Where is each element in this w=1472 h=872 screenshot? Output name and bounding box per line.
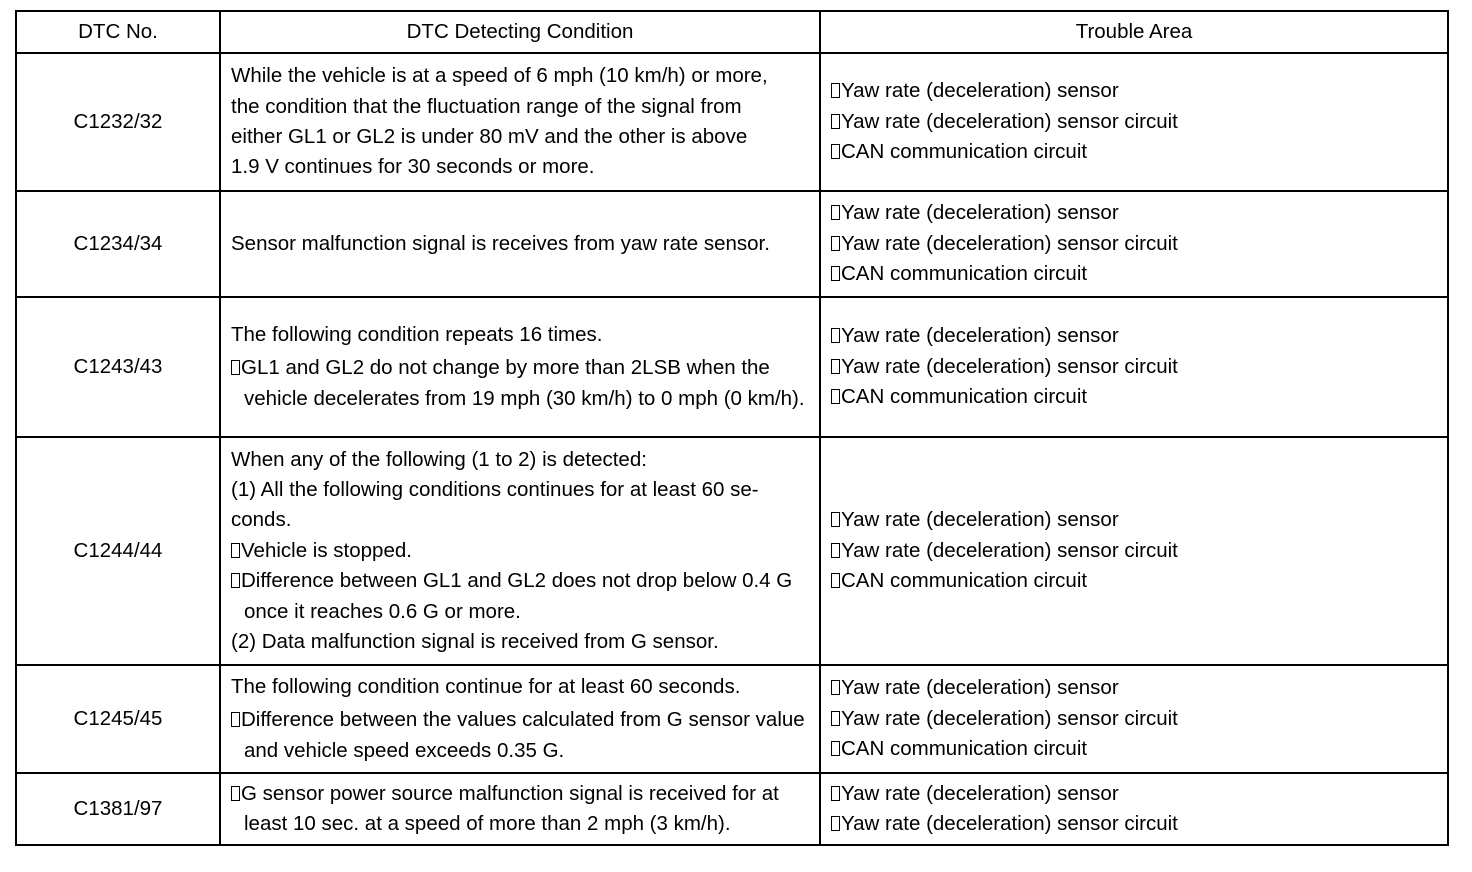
condition-line: Sensor malfunction signal is receives from yaw rate sensor.: [231, 231, 770, 255]
trouble-area-item: Yaw rate (deceleration) sensor circuit: [841, 538, 1178, 562]
checkbox-icon: [831, 328, 840, 343]
table-row: [16, 53, 1448, 191]
checkbox-icon: [831, 816, 840, 831]
trouble-area-item: CAN communication circuit: [841, 140, 1088, 164]
trouble-area-item: Yaw rate (deceleration) sensor: [841, 508, 1119, 532]
checkbox-icon: [831, 573, 840, 588]
condition-bullet: Difference between the values calculated from G sensor value and vehicle speed exceeds 0.35 G.: [241, 708, 805, 762]
condition-bullet: GL1 and GL2 do not change by more than 2LSB when the vehicle decelerates from 19 mph (30 km/h) to 0 mph (0 km/h).: [241, 356, 805, 410]
header-dtc-no: DTC No.: [16, 11, 220, 53]
condition-line: either GL1 or GL2 is under 80 mV and the other is above: [231, 125, 748, 148]
checkbox-icon: [831, 543, 840, 558]
header-row: [16, 11, 1448, 53]
condition-bullet: G sensor power source malfunction signal is received for at least 10 sec. at a speed of more than 2 mph (3 km/h).: [241, 781, 779, 835]
checkbox-icon: [831, 512, 840, 527]
table-row: [16, 773, 1448, 845]
dtc-code: C1243/43: [16, 297, 220, 437]
detecting-condition: [220, 53, 820, 191]
detecting-condition: [220, 191, 820, 297]
condition-intro: The following condition continue for at least 60 seconds.: [231, 674, 741, 698]
checkbox-icon: [831, 236, 840, 251]
detecting-condition: [220, 665, 820, 773]
condition-line: 1.9 V continues for 30 seconds or more.: [231, 155, 595, 179]
checkbox-icon: [831, 205, 840, 220]
table-row: [16, 665, 1448, 773]
trouble-area: [820, 191, 1448, 297]
trouble-area-item: CAN communication circuit: [841, 262, 1088, 286]
condition-item: (2) Data malfunction signal is received from G sensor.: [231, 630, 719, 654]
checkbox-icon: [831, 680, 840, 695]
condition-intro: When any of the following (1 to 2) is detected:: [231, 447, 647, 471]
checkbox-icon: [831, 786, 840, 801]
dtc-code: C1381/97: [16, 773, 220, 845]
header-detecting-condition: DTC Detecting Condition: [220, 11, 820, 53]
dtc-code: C1234/34: [16, 191, 220, 297]
trouble-area: [820, 53, 1448, 191]
condition-line: the condition that the fluctuation range of the signal from: [231, 94, 742, 118]
condition-bullet: Vehicle is stopped.: [241, 538, 412, 562]
condition-item: conds.: [231, 508, 292, 532]
trouble-area-item: CAN communication circuit: [841, 569, 1088, 593]
trouble-area-item: Yaw rate (deceleration) sensor circuit: [841, 231, 1178, 255]
trouble-area-item: CAN communication circuit: [841, 737, 1088, 761]
trouble-area-item: CAN communication circuit: [841, 385, 1088, 409]
table-row: [16, 437, 1448, 665]
checkbox-icon: [831, 389, 840, 404]
table-row: [16, 191, 1448, 297]
condition-line: While the vehicle is at a speed of 6 mph (10 km/h) or more,: [231, 64, 768, 88]
trouble-area-item: Yaw rate (deceleration) sensor: [841, 781, 1119, 805]
detecting-condition: [220, 773, 820, 845]
checkbox-icon: [231, 573, 240, 588]
trouble-area-item: Yaw rate (deceleration) sensor circuit: [841, 109, 1178, 133]
checkbox-icon: [231, 712, 240, 727]
trouble-area: [820, 773, 1448, 845]
checkbox-icon: [831, 359, 840, 374]
condition-item: (1) All the following conditions continues for at least 60 se-: [231, 477, 759, 501]
detecting-condition: [220, 297, 820, 437]
trouble-area-item: Yaw rate (deceleration) sensor: [841, 676, 1119, 700]
dtc-code: C1245/45: [16, 665, 220, 773]
checkbox-icon: [231, 786, 240, 801]
trouble-area-item: Yaw rate (deceleration) sensor: [841, 324, 1119, 348]
checkbox-icon: [831, 741, 840, 756]
header-trouble-area: Trouble Area: [820, 11, 1448, 53]
dtc-code: C1232/32: [16, 53, 220, 191]
trouble-area: [820, 297, 1448, 437]
trouble-area-item: Yaw rate (deceleration) sensor circuit: [841, 812, 1178, 835]
trouble-area: [820, 437, 1448, 665]
checkbox-icon: [831, 711, 840, 726]
checkbox-icon: [231, 543, 240, 558]
checkbox-icon: [831, 266, 840, 281]
condition-bullet: Difference between GL1 and GL2 does not drop below 0.4 G once it reaches 0.6 G or more.: [241, 569, 793, 623]
checkbox-icon: [831, 144, 840, 159]
dtc-table: [15, 10, 1449, 846]
checkbox-icon: [231, 360, 240, 375]
dtc-code: C1244/44: [16, 437, 220, 665]
detecting-condition: [220, 437, 820, 665]
checkbox-icon: [831, 83, 840, 98]
table-row: [16, 297, 1448, 437]
trouble-area-item: Yaw rate (deceleration) sensor: [841, 79, 1119, 103]
checkbox-icon: [831, 114, 840, 129]
trouble-area: [820, 665, 1448, 773]
condition-intro: The following condition repeats 16 times.: [231, 322, 603, 346]
trouble-area-item: Yaw rate (deceleration) sensor: [841, 201, 1119, 225]
trouble-area-item: Yaw rate (deceleration) sensor circuit: [841, 706, 1178, 730]
trouble-area-item: Yaw rate (deceleration) sensor circuit: [841, 354, 1178, 378]
